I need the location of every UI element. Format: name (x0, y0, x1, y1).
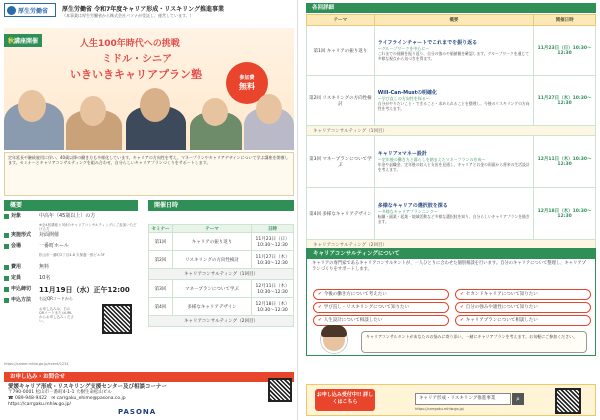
career-consulting-section (306, 248, 596, 356)
contact-org: 愛媛キャリア形成・リスキリング支援センター及び相談コーナー (8, 384, 168, 390)
check-icon: ✔ (318, 318, 322, 323)
theme-label: 第2回 リスキリングの方向性検討 (307, 76, 375, 126)
header-title: 厚生労働省 令和7年度キャリア形成・リスキリング推進事業 (62, 6, 225, 13)
table-row (149, 316, 294, 327)
themes-header-row (307, 15, 596, 26)
theme-desc: これまでの経験を振り返り、自分の強みや価値観を確認します。グループワークを通じて多様な視点から気づきを得ます。 (377, 51, 529, 61)
cta-banner (306, 384, 596, 416)
person-4-head (202, 98, 228, 126)
table-row (307, 76, 596, 126)
schedule-header-row (149, 225, 294, 233)
table-row (307, 188, 596, 240)
bullet-icon (4, 298, 9, 303)
consulting-2: キャリアコンサルティング（2回目） (307, 240, 596, 250)
col-date: 開催日時 (534, 15, 596, 26)
contact-address: 〒790-0001 松山市一番町4-1-1 大樹生命松山ビル (8, 390, 112, 395)
outline-value: 無料 (39, 264, 50, 270)
theme-detail (374, 76, 533, 126)
consulting-1: キャリアコンサルティング（1回目） (149, 269, 294, 280)
apply-button[interactable]: お申し込み受付中!! 詳しくはこちら (315, 389, 375, 411)
seminar-date: 11月23日（日）10:30〜12:30 (252, 233, 294, 251)
table-row (307, 26, 596, 76)
theme-detail (374, 26, 533, 76)
check-icon: ✔ (318, 292, 322, 297)
check-label: 人生設計について相談したい (323, 318, 383, 323)
theme-title: 多様なキャリアの選択肢を探る (377, 203, 448, 210)
theme-label: 第4回 多様なキャリアデザイン (307, 188, 375, 240)
apply-note: お申し込みは、右のQRコードまたはURLからお申し込みください。 (39, 307, 74, 323)
seminar-no: 第3回 (149, 280, 173, 298)
back-page (302, 0, 600, 420)
bullet-icon (4, 214, 9, 219)
check-label: キャリアプランについて相談したい (465, 318, 538, 323)
schedule-heading: 開催日時 (148, 200, 294, 211)
check-item (455, 289, 591, 300)
person-5-head (256, 94, 282, 124)
career-desc: キャリアの専門家であるキャリアコンサルタントが、一人ひとりに合わせた個別相談を行います。自分のキャリアについて整理し、キャリアプランづくりをサポートします。 (312, 261, 586, 272)
contact-mail[interactable]: carrgaku_ehime@pasona.co.jp (56, 396, 126, 401)
person-1-head (18, 90, 46, 122)
check-icon: ✔ (460, 318, 464, 323)
table-row (149, 269, 294, 280)
theme-desc: 転職・副業・起業・地域活動など多様な選択肢を知り、自分らしいキャリアプランを描きます。 (377, 214, 530, 224)
theme-sub: 〜グループワークを中心に〜 (377, 46, 430, 52)
contact-url[interactable]: https://carrgaku.mhlw.go.jp/ (8, 402, 72, 407)
theme-title: キャリア×マネー設計 (377, 151, 427, 158)
season-ribbon (4, 34, 42, 47)
table-row (149, 251, 294, 269)
check-label: 学び直し・リスキリングについて知りたい (323, 305, 410, 310)
search-icon[interactable]: ⌕ (512, 393, 524, 405)
bullet-icon (4, 276, 9, 281)
qr-code-icon[interactable] (102, 304, 132, 334)
career-heading: キャリアコンサルティングについて (307, 249, 595, 259)
outline-row-format (4, 231, 138, 242)
seminar-date: 12月11日（木）10:30〜12:30 (252, 280, 294, 298)
seminar-date: 11月27日（木）10:30〜12:30 (252, 251, 294, 269)
badge-line2: 無料 (239, 82, 255, 91)
ribbon-season: 秋 (8, 38, 15, 45)
theme-title: Will-Can-Mustの明確化 (377, 90, 438, 97)
contact-section (4, 372, 294, 382)
deadline-value: 11月19日（水）正午12:00 (39, 286, 130, 294)
themes-table (306, 14, 596, 250)
bullet-icon (4, 265, 9, 270)
front-page (0, 0, 298, 420)
schedule-table (148, 224, 294, 327)
theme-date: 12月11日（木）10:30〜12:30 (534, 136, 596, 188)
outline-heading: 概要 (4, 200, 138, 211)
person-2-head (80, 96, 106, 126)
theme-date: 12月18日（木）10:30〜12:30 (534, 188, 596, 240)
theme-sub: 〜学び直しの方向性を探る〜 (377, 96, 430, 102)
hero-banner (4, 28, 294, 150)
target-note: ※全4回講座と3回のキャリアコンサルティングにご参加いただける方 (39, 223, 137, 231)
outline-key: 実施形式 (11, 232, 32, 238)
themes-heading: 各回詳細 (306, 3, 596, 13)
theme-sub: 〜多様なキャリアプランニング〜 (377, 209, 438, 215)
header (4, 3, 294, 29)
phone-icon: ☎ (8, 396, 14, 401)
header-subtitle: （本事業は厚生労働省から株式会社パソナが受託し、運営しています。） (62, 13, 194, 18)
venue-note: 松山市一番町2丁目4-8 久保養一郎ビル3F (39, 253, 105, 257)
contact-tel[interactable]: 089-948-9422 (15, 396, 47, 401)
outline-value: 右記QRコードから (39, 296, 73, 301)
seminar-date: 12月18日（木）10:30〜12:30 (252, 298, 294, 316)
col-seminar: セミナー (149, 225, 173, 233)
intro-text: 定年延長や継続雇用に伴い、40歳以降の働き方も多様化しています。キャリアの方向性を考え、マネープランやキャリアデザインについて学ぶ講座を開催します。セミナーとキャリアコンサルティングを組み合わせ、自分らしいキャリアプランづくりをサポートします。 (8, 155, 289, 166)
contact-heading: お申し込み・お問合せ (4, 372, 294, 382)
pasona-logo: PASONA (118, 408, 157, 416)
outline-value: 一番町ホール (39, 243, 69, 249)
outline-url[interactable]: https://career.mhlw.go.jp/event/1234 (4, 362, 69, 366)
seminar-no: 第2回 (149, 251, 173, 269)
outline-key: 申込締切 (11, 286, 32, 292)
seminar-theme: キャリアの振り返り (173, 233, 252, 251)
table-row (149, 280, 294, 298)
outline-key: 会場 (11, 243, 22, 249)
qr-code-icon[interactable] (268, 378, 292, 402)
outline-row-fee (4, 263, 138, 274)
consulting-2: キャリアコンサルティング（2回目） (149, 316, 294, 327)
check-icon: ✔ (460, 305, 464, 310)
theme-desc: 年金や退職金、定年後の収入と支出を見通し、キャリアとお金の両面から将来の生活設計を考えます。 (377, 162, 530, 172)
ribbon-label: 講座開催 (14, 38, 39, 45)
check-icon: ✔ (318, 305, 322, 310)
col-summary: 概要 (374, 15, 533, 26)
search-input[interactable]: キャリア形成・リスキリング推進事業 (415, 393, 511, 405)
person-3-head (140, 88, 170, 122)
cta-url[interactable]: https://carrgaku.mhlw.go.jp/ (415, 407, 465, 411)
contact-body (4, 382, 244, 410)
outline-row-venue (4, 242, 138, 253)
advisor-hair (321, 325, 347, 337)
theme-desc: 自分がやりたいこと・できること・求められることを整理し、今後のリスキリングの方向性を考えます。 (377, 101, 530, 111)
outline-row-deadline (4, 285, 138, 296)
seminar-no: 第1回 (149, 233, 173, 251)
check-item (455, 315, 591, 326)
theme-date: 11月27日（木）10:30〜12:30 (534, 76, 596, 126)
seminar-theme: リスキリングの方向性検討 (173, 251, 252, 269)
outline-key: 対象 (11, 213, 22, 219)
check-item (313, 289, 449, 300)
outline-value: 中高年（45歳以上）の方 (39, 213, 96, 219)
col-theme: テーマ (173, 225, 252, 233)
logo-mark-icon (7, 6, 16, 15)
outline-value: 対面開催 (39, 232, 60, 238)
outline-key: 費用 (11, 264, 22, 270)
hero-title-line1: ミドル・シニア (102, 54, 172, 65)
bullet-icon (4, 233, 9, 238)
mail-icon: ✉ (51, 396, 56, 401)
table-row (307, 136, 596, 188)
outline-key: 定員 (11, 275, 22, 281)
theme-detail (374, 188, 533, 240)
theme-title: ライフラインチャートでこれまでを振り返る (377, 40, 478, 47)
mhlw-logo (4, 3, 56, 17)
badge-line1: 参加費 (239, 75, 255, 81)
table-row (149, 298, 294, 316)
theme-sub: 〜定年後の働き方と暮らしを踏まえたマネープランの作成〜 (377, 157, 486, 163)
bullet-icon (4, 287, 9, 292)
hero-tagline: 人生100年時代への挑戦 (80, 39, 180, 49)
theme-date: 11月23日（日）10:30〜12:30 (534, 26, 596, 76)
col-theme: テーマ (307, 15, 375, 26)
intro-box (4, 152, 294, 196)
seminar-theme: 多様なキャリアデザイン (173, 298, 252, 316)
seminar-no: 第4回 (149, 298, 173, 316)
col-date: 日時 (252, 225, 294, 233)
advisor-speech-bubble: キャリアコンサルタントがあなたのお悩みに寄り添い、一緒にキャリアプランを考えます。お気軽にご参加ください。 (361, 331, 587, 353)
table-row (307, 126, 596, 136)
theme-label: 第1回 キャリアの振り返り (307, 26, 375, 76)
check-item (313, 302, 449, 313)
theme-label: 第3回 マネープランについて学ぶ (307, 136, 375, 188)
check-label: 今後の働き方について考えたい (323, 292, 387, 297)
logo-text: 厚生労働省 (18, 7, 49, 15)
theme-detail (374, 136, 533, 188)
consulting-1: キャリアコンサルティング（1回目） (307, 126, 596, 136)
outline-row-target (4, 212, 138, 223)
check-icon: ✔ (460, 292, 464, 297)
outline-key: 申込方法 (11, 297, 32, 303)
check-label: セカンドキャリアについて知りたい (465, 292, 538, 297)
bullet-icon (4, 244, 9, 249)
qr-code-icon[interactable] (555, 388, 581, 414)
check-label: 自分の強みや適性について知りたい (465, 305, 538, 310)
check-item (455, 302, 591, 313)
hero-title-line2: いきいきキャリアプラン塾 (70, 68, 202, 81)
people-photo (4, 86, 294, 150)
outline-row-capacity (4, 274, 138, 285)
outline-value: 10名 (39, 275, 51, 281)
table-row (149, 233, 294, 251)
seminar-theme: マネープランについて学ぶ (173, 280, 252, 298)
